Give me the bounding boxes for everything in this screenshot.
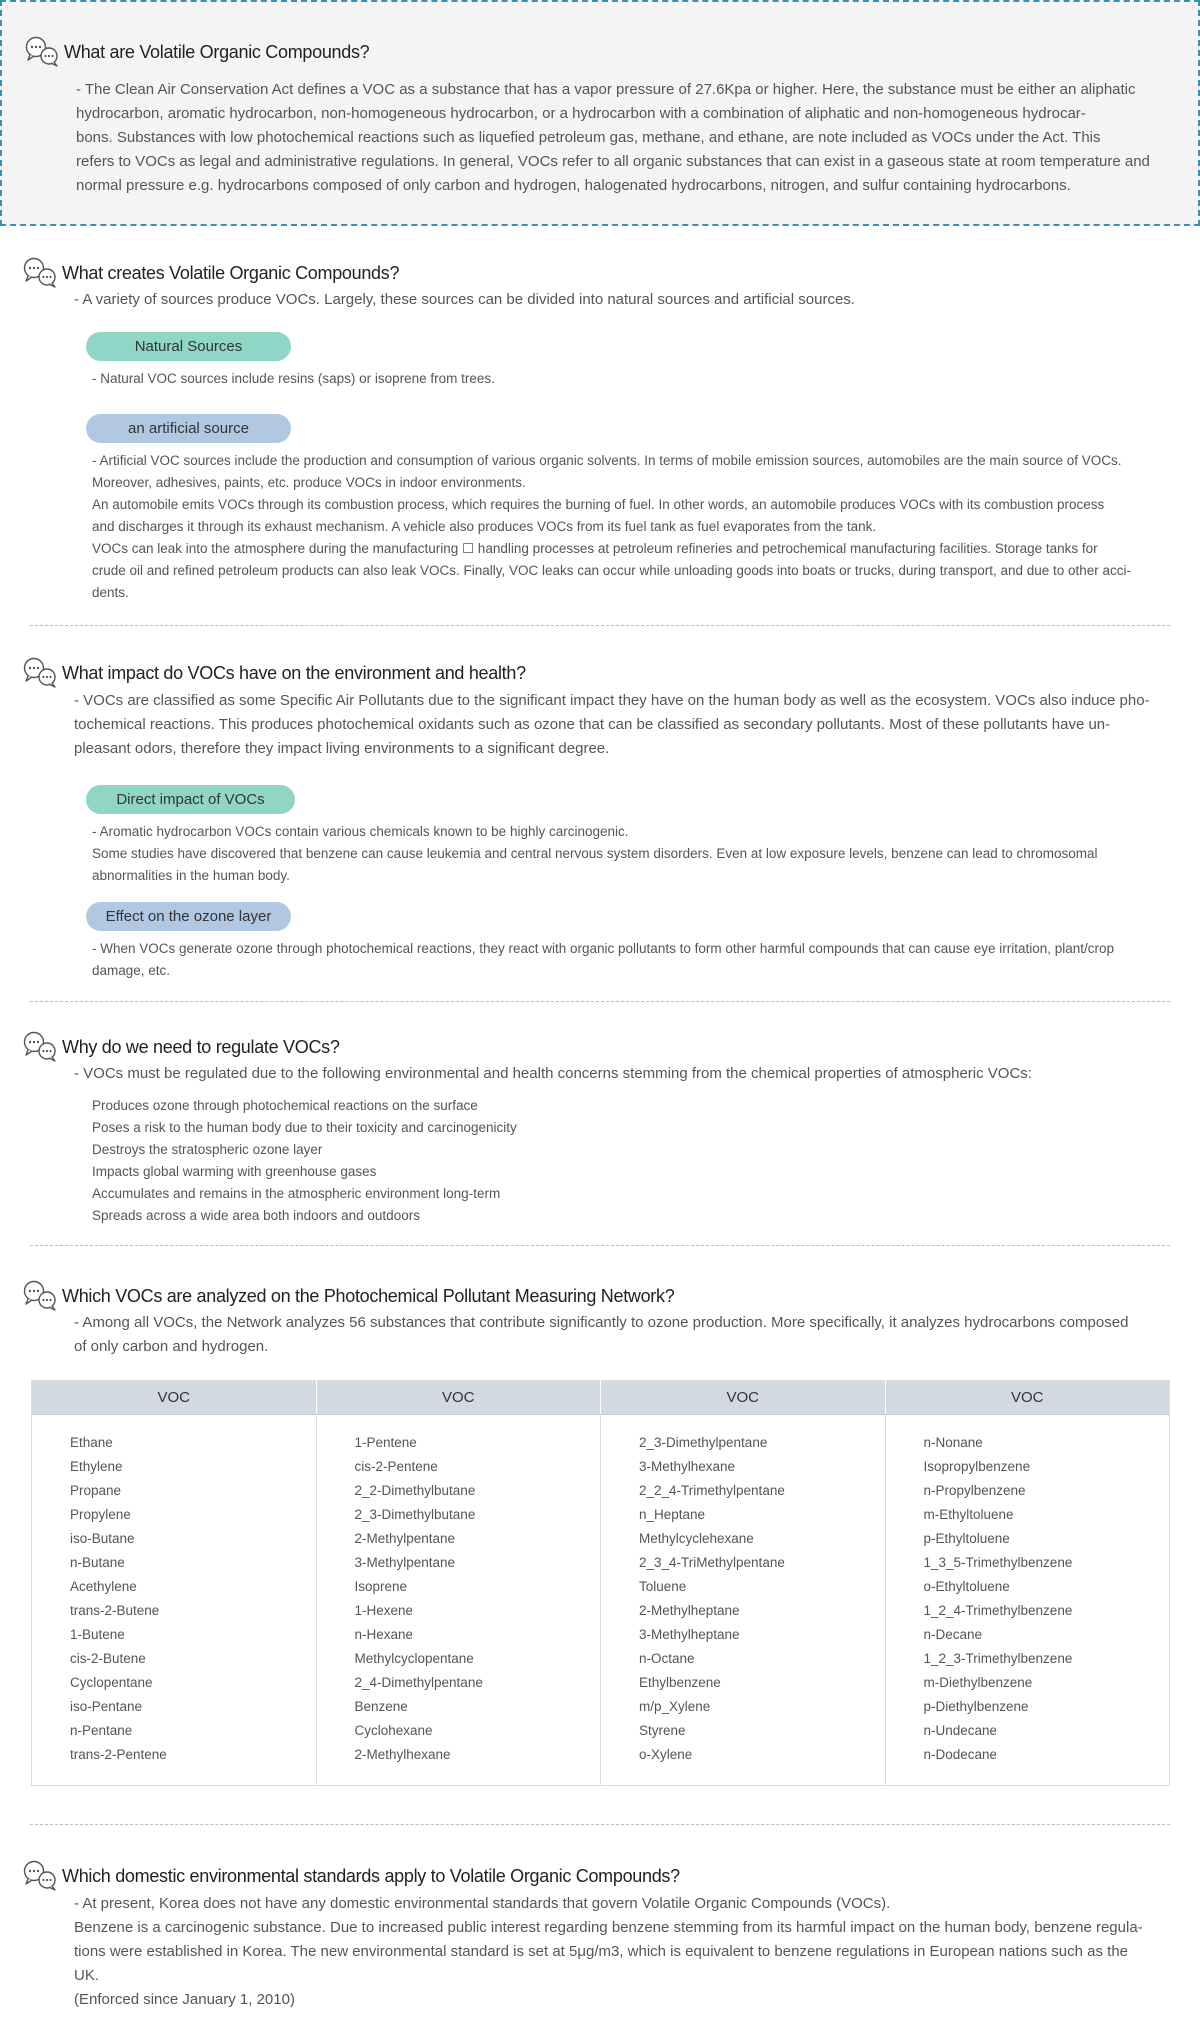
voc-item: 3-Methylpentane — [354, 1555, 456, 1570]
impact-line: - VOCs are classified as some Specific Air Pollutants due to the significant impact they have on the human body as well as the ecosystem. VOCs also induce pho- — [74, 692, 1150, 709]
voc-list — [639, 1431, 885, 1767]
column-header: VOC — [32, 1381, 317, 1415]
analyzed-title: Which VOCs are analyzed on the Photochemical Pollutant Measuring Network? — [62, 1286, 675, 1306]
speech-bubble-icon — [22, 657, 58, 689]
voc-item: Methylcyclehexane — [639, 1531, 754, 1546]
voc-item: cis-2-Pentene — [354, 1459, 438, 1474]
voc-item: Benzene — [354, 1699, 408, 1714]
voc-item: p-Ethyltoluene — [923, 1531, 1010, 1546]
standards-line: tions were established in Korea. The new environmental standard is set at 5μg/m3, which is equivalent to benzene regulations in European nations such as the — [74, 1943, 1128, 1960]
artificial-line: - Artificial VOC sources include the production and consumption of various organic solvents. In terms of mobile emission sources, automobiles are the main source of VOCs. — [92, 453, 1122, 468]
voc-item: 2-Methylhexane — [354, 1747, 451, 1762]
section-divider — [30, 1824, 1170, 1825]
sources-title: What creates Volatile Organic Compounds? — [62, 263, 400, 283]
voc-item: iso-Pentane — [70, 1699, 143, 1714]
list-item: Accumulates and remains in the atmospheric environment long-term — [92, 1186, 501, 1201]
artificial-line: crude oil and refined petroleum products can also leak VOCs. Finally, VOC leaks can occur while unloading goods into boats or trucks, during transport, and due to other acci- — [92, 563, 1132, 578]
voc-item: m/p_Xylene — [639, 1699, 711, 1714]
section-divider — [30, 1245, 1170, 1246]
section-divider — [30, 625, 1170, 626]
voc-item: Isopropylbenzene — [923, 1459, 1031, 1474]
analyzed-text — [74, 1311, 1174, 1359]
table-cell — [885, 1415, 1170, 1786]
voc-item: Propylene — [70, 1507, 131, 1522]
standards-line: Benzene is a carcinogenic substance. Due to increased public interest regarding benzene stemming from its harmful impact on the human body, benzene regula- — [74, 1919, 1143, 1936]
voc-item: iso-Butane — [70, 1531, 135, 1546]
intro-line: normal pressure e.g. hydrocarbons composed of only carbon and hydrogen, halogenated hydrocarbons, nitrogen, and sulfur containing hydrocarbons. — [76, 177, 1071, 194]
voc-item: Propane — [70, 1483, 122, 1498]
artificial-source-label: an artificial source — [86, 414, 291, 443]
artificial-line: Moreover, adhesives, paints, etc. produce VOCs in indoor environments. — [92, 475, 526, 490]
voc-item: n-Propylbenzene — [923, 1483, 1026, 1498]
voc-item: trans-2-Butene — [70, 1603, 160, 1618]
table-row — [32, 1415, 1170, 1786]
voc-item: Isoprene — [354, 1579, 408, 1594]
voc-item: 2_3-Dimethylpentane — [639, 1435, 768, 1450]
voc-list — [924, 1431, 1170, 1767]
voc-item: Methylcyclopentane — [354, 1651, 474, 1666]
artificial-line: An automobile emits VOCs through its combustion process, which requires the burning of fuel. In other words, an automobile produces VOCs with its combustion process — [92, 497, 1105, 512]
impact-line: pleasant odors, therefore they impact living environments to a significant degree. — [74, 740, 610, 757]
voc-item: Acethylene — [70, 1579, 137, 1594]
voc-item: 2_3_4-TriMethylpentane — [639, 1555, 785, 1570]
voc-item: m-Diethylbenzene — [923, 1675, 1033, 1690]
direct-line: abnormalities in the human body. — [92, 868, 290, 883]
voc-item: trans-2-Pentene — [70, 1747, 167, 1762]
list-item: Poses a risk to the human body due to their toxicity and carcinogenicity — [92, 1120, 517, 1135]
voc-item: n-Dodecane — [923, 1747, 998, 1762]
intro-text — [76, 78, 1176, 198]
speech-bubble-icon — [22, 1031, 58, 1063]
voc-item: Ethylene — [70, 1459, 123, 1474]
voc-item: 1_3_5-Trimethylbenzene — [923, 1555, 1073, 1570]
standards-line: UK. — [74, 1967, 100, 1984]
section-divider — [30, 1001, 1170, 1002]
intro-title: What are Volatile Organic Compounds? — [64, 42, 370, 62]
intro-line: bons. Substances with low photochemical reactions such as liquefied petroleum gas, methane, and ethane, are note included as VOCs under the Act. This — [76, 129, 1101, 146]
voc-item: 3-Methylheptane — [639, 1627, 740, 1642]
voc-item: Cyclohexane — [354, 1723, 433, 1738]
voc-item: 2_2_4-Trimethylpentane — [639, 1483, 785, 1498]
voc-item: 2_2-Dimethylbutane — [354, 1483, 476, 1498]
voc-item: 1-Hexene — [354, 1603, 414, 1618]
intro-line: hydrocarbon, aromatic hydrocarbon, non-homogeneous hydrocarbon, or a hydrocarbon with a combination of aliphatic and non-homogeneous hydrocar- — [76, 105, 1086, 122]
table-header-row — [32, 1381, 1170, 1415]
list-item: Spreads across a wide area both indoors and outdoors — [92, 1208, 420, 1223]
standards-line: - At present, Korea does not have any domestic environmental standards that govern Volatile Organic Compounds (VOCs). — [74, 1895, 891, 1912]
intro-line: - The Clean Air Conservation Act defines a VOC as a substance that has a vapor pressure of 27.6Kpa or higher. Here, the substance must be either an aliphatic — [76, 81, 1136, 98]
voc-item: n-Butane — [70, 1555, 125, 1570]
column-header: VOC — [885, 1381, 1170, 1415]
voc-item: 1-Pentene — [354, 1435, 417, 1450]
standards-title: Which domestic environmental standards apply to Volatile Organic Compounds? — [62, 1866, 680, 1886]
voc-item: Styrene — [639, 1723, 686, 1738]
voc-item: 2-Methylpentane — [354, 1531, 456, 1546]
table-cell — [601, 1415, 886, 1786]
column-header: VOC — [601, 1381, 886, 1415]
voc-item: n-Pentane — [70, 1723, 133, 1738]
voc-item: Ethylbenzene — [639, 1675, 721, 1690]
standards-text — [74, 1892, 1174, 2012]
voc-item: Toluene — [639, 1579, 687, 1594]
analyzed-line: of only carbon and hydrogen. — [74, 1338, 269, 1355]
column-header: VOC — [316, 1381, 601, 1415]
voc-item: p-Diethylbenzene — [923, 1699, 1029, 1714]
voc-item: 1_2_4-Trimethylbenzene — [923, 1603, 1073, 1618]
sources-intro: - A variety of sources produce VOCs. Largely, these sources can be divided into natural sources and artificial sources. — [74, 291, 855, 308]
voc-item: n-Undecane — [923, 1723, 998, 1738]
voc-table — [31, 1380, 1170, 1786]
voc-list — [355, 1431, 601, 1767]
artificial-source-text — [92, 450, 1182, 604]
voc-list — [70, 1431, 316, 1767]
direct-impact-text — [92, 821, 1182, 887]
voc-item: 3-Methylhexane — [639, 1459, 736, 1474]
voc-item: Cyclopentane — [70, 1675, 153, 1690]
ozone-layer-label: Effect on the ozone layer — [86, 902, 291, 931]
speech-bubble-icon — [22, 1860, 58, 1892]
direct-line: - Aromatic hydrocarbon VOCs contain various chemicals known to be highly carcinogenic. — [92, 824, 629, 839]
voc-item: m-Ethyltoluene — [923, 1507, 1014, 1522]
analyzed-line: - Among all VOCs, the Network analyzes 56 substances that contribute significantly to ozone production. More specifically, it analyzes hydrocarbons composed — [74, 1314, 1129, 1331]
voc-item: 1_2_3-Trimethylbenzene — [923, 1651, 1073, 1666]
ozone-layer-text — [92, 938, 1182, 982]
voc-item: cis-2-Butene — [70, 1651, 146, 1666]
artificial-line: VOCs can leak into the atmosphere during the manufacturing ☐ handling processes at petroleum refineries and petrochemical manufacturing facilities. Storage tanks for — [92, 541, 1098, 556]
voc-item: o-Ethyltoluene — [923, 1579, 1010, 1594]
voc-item: Ethane — [70, 1435, 113, 1450]
ozone-line: - When VOCs generate ozone through photochemical reactions, they react with organic pollutants to form other harmful compounds that can cause eye irritation, plant/crop — [92, 941, 1115, 956]
impact-line: tochemical reactions. This produces photochemical oxidants such as ozone that can be classified as secondary pollutants. Most of these pollutants have un- — [74, 716, 1111, 733]
voc-item: n-Octane — [639, 1651, 695, 1666]
speech-bubble-icon — [24, 36, 60, 68]
artificial-line: dents. — [92, 585, 129, 600]
speech-bubble-icon — [22, 1280, 58, 1312]
standards-line: (Enforced since January 1, 2010) — [74, 1991, 295, 2008]
natural-sources-label: Natural Sources — [86, 332, 291, 361]
voc-item: 1-Butene — [70, 1627, 125, 1642]
direct-line: Some studies have discovered that benzene can cause leukemia and central nervous system disorders. Even at low exposure levels, benzene can lead to chromosomal — [92, 846, 1098, 861]
list-item: Produces ozone through photochemical reactions on the surface — [92, 1098, 478, 1113]
voc-item: o-Xylene — [639, 1747, 693, 1762]
table-cell — [32, 1415, 317, 1786]
natural-sources-text: - Natural VOC sources include resins (saps) or isoprene from trees. — [92, 371, 495, 386]
speech-bubble-icon — [22, 257, 58, 289]
table-cell — [316, 1415, 601, 1786]
impact-title: What impact do VOCs have on the environment and health? — [62, 663, 526, 683]
voc-item: n-Nonane — [923, 1435, 983, 1450]
artificial-line: and discharges it through its exhaust mechanism. A vehicle also produces VOCs from its fuel tank as fuel evaporates from the tank. — [92, 519, 877, 534]
impact-text — [74, 689, 1174, 761]
intro-section — [0, 0, 1200, 226]
list-item: Impacts global warming with greenhouse gases — [92, 1164, 377, 1179]
voc-item: n-Hexane — [354, 1627, 414, 1642]
regulate-intro: - VOCs must be regulated due to the following environmental and health concerns stemming from the chemical properties of atmospheric VOCs: — [74, 1065, 1032, 1082]
voc-item: 2_4-Dimethylpentane — [354, 1675, 483, 1690]
ozone-line: damage, etc. — [92, 963, 171, 978]
list-item: Destroys the stratospheric ozone layer — [92, 1142, 323, 1157]
voc-item: 2-Methylheptane — [639, 1603, 740, 1618]
direct-impact-label: Direct impact of VOCs — [86, 785, 295, 814]
voc-item: n_Heptane — [639, 1507, 706, 1522]
voc-item: 2_3-Dimethylbutane — [354, 1507, 476, 1522]
regulate-title: Why do we need to regulate VOCs? — [62, 1037, 340, 1057]
intro-line: refers to VOCs as legal and administrative regulations. In general, VOCs refer to all organic substances that can exist in a gaseous state at room temperature and — [76, 153, 1150, 170]
regulate-list — [92, 1095, 517, 1227]
voc-item: n-Decane — [923, 1627, 983, 1642]
